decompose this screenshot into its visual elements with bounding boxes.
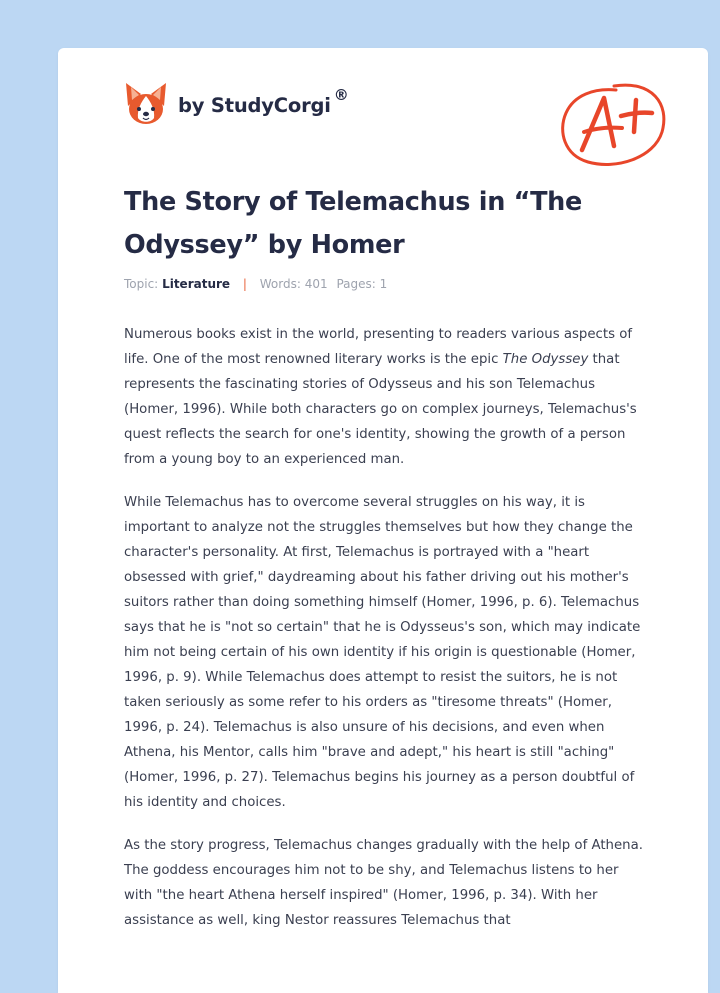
essay-body xyxy=(124,322,650,951)
essay-title: The Story of Telemachus in “The Odyssey” by Homer xyxy=(124,187,583,260)
brand-name: by StudyCorgi xyxy=(178,93,331,117)
essay-meta xyxy=(124,277,387,291)
a-plus-grade-icon xyxy=(554,76,670,176)
topic-link[interactable]: Literature xyxy=(162,277,231,291)
corgi-logo-icon xyxy=(124,80,168,126)
paragraph: While Telemachus has to overcome several struggles on his way, it is important to analyze not the struggles themselves but how they change the character's personality. At first, Telemachus is portrayed with a "heart obsessed with grief," daydreaming about his father driving out his mother's suitors rather than doing something himself (Homer, 1996, p. 6). Telemachus says that he is "not so certain" that he is Odysseus's son, which may indicate him not being certain of his own identity if his origin is questionable (Homer, 1996, p. 9). While Telemachus does attempt to resist the suitors, he is not taken seriously as some refer to his orders as "tiresome threats" (Homer, 1996, p. 24). Telemachus is also unsure of his decisions, and even when Athena, his Mentor, calls him "brave and adept," his heart is still "aching" (Homer, 1996, p. 27). Telemachus begins his journey as a person doubtful of his identity and choices. xyxy=(124,495,641,810)
book-title: The Odyssey xyxy=(502,352,589,367)
essay-page xyxy=(58,48,708,993)
topic-label: Topic: xyxy=(124,277,159,291)
page-count: Pages: 1 xyxy=(336,277,388,291)
brand-header[interactable] xyxy=(124,80,349,126)
meta-separator: | xyxy=(242,277,247,291)
registered-mark: ® xyxy=(333,86,349,104)
paragraph: As the story progress, Telemachus changes gradually with the help of Athena. The goddess encourages him not to be shy, and Telemachus listens to her with "the heart Athena herself inspired" (Homer, 1996, p. 34). With her assistance as well, king Nestor reassures Telemachus that xyxy=(124,838,643,928)
word-count: Words: 401 xyxy=(259,277,328,291)
grade-badge xyxy=(554,76,670,180)
paragraph: Numerous books exist in the world, presenting to readers various aspects of life. One of the most renowned literary works is the epic The Odyssey that represents the fascinating stories of Odysseus and his son Telemachus (Homer, 1996). While both characters go on complex journeys, Telemachus's quest reflects the search for one's identity, showing the growth of a person from a young boy to an experienced man. xyxy=(124,327,637,467)
